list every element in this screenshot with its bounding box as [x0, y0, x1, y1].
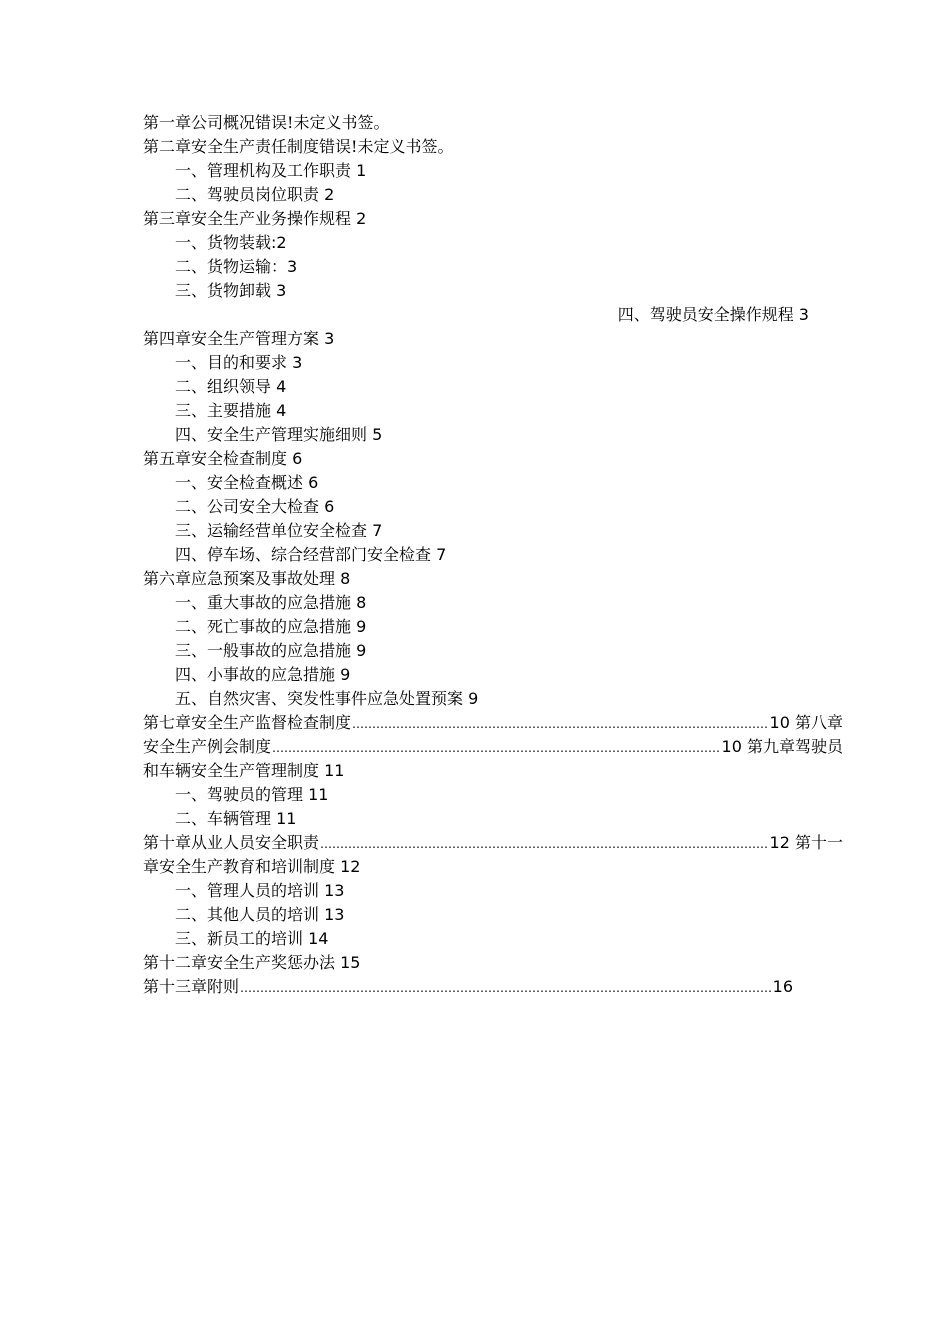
toc-entry-ch3[interactable]: 第三章安全生产业务操作规程 2 — [143, 209, 367, 228]
toc-entry-ch6-s3[interactable]: 三、一般事故的应急措施 9 — [175, 641, 367, 660]
toc-entry-ch6-s4[interactable]: 四、小事故的应急措施 9 — [175, 665, 351, 684]
table-of-contents — [143, 111, 843, 999]
dot-leader — [352, 712, 769, 735]
toc-entry-tail: 12 第十一 — [769, 833, 843, 852]
toc-entry-ch4-s1[interactable]: 一、目的和要求 3 — [175, 353, 303, 372]
toc-entry-ch9-s2[interactable]: 二、车辆管理 11 — [175, 809, 297, 828]
toc-entry-ch2[interactable] — [143, 135, 843, 159]
toc-entry-ch5-s4[interactable]: 四、停车场、综合经营部门安全检查 7 — [175, 545, 447, 564]
toc-entry-title: 第十章从业人员安全职责 — [143, 833, 320, 852]
dot-leader — [320, 832, 769, 855]
toc-entry-ch9-s1[interactable]: 一、驾驶员的管理 11 — [175, 785, 329, 804]
toc-entry-ch5[interactable]: 第五章安全检查制度 6 — [143, 449, 303, 468]
toc-error-text: 错误!未定义书签。 — [319, 137, 454, 156]
toc-entry-ch13[interactable] — [143, 975, 793, 999]
toc-entry-title: 第一章公司概况 — [143, 113, 256, 132]
toc-entry-ch4-s3[interactable]: 三、主要措施 4 — [175, 401, 287, 420]
toc-entry-title: 第二章安全生产责任制度 — [143, 137, 320, 156]
toc-entry-ch4-s2[interactable]: 二、组织领导 4 — [175, 377, 287, 396]
toc-entry-ch9[interactable]: 和车辆安全生产管理制度 11 — [143, 761, 345, 780]
toc-entry-ch5-s2[interactable]: 二、公司安全大检查 6 — [175, 497, 335, 516]
toc-entry-ch6-s5[interactable]: 五、自然灾害、突发性事件应急处置预案 9 — [175, 689, 479, 708]
toc-entry-ch3-s3[interactable]: 三、货物卸载 3 — [175, 281, 287, 300]
toc-entry-ch11-s2[interactable]: 二、其他人员的培训 13 — [175, 905, 345, 924]
toc-entry-ch2-s2[interactable]: 二、驾驶员岗位职责 2 — [175, 185, 335, 204]
toc-entry-ch4-s4[interactable]: 四、安全生产管理实施细则 5 — [175, 425, 383, 444]
toc-entry-ch10[interactable] — [143, 831, 843, 855]
toc-entry-ch3-s2[interactable]: 二、货物运输：3 — [175, 257, 298, 276]
toc-entry-ch5-s1[interactable]: 一、安全检查概述 6 — [175, 473, 319, 492]
toc-entry-ch12[interactable]: 第十二章安全生产奖惩办法 15 — [143, 953, 361, 972]
toc-entry-tail: 10 第八章 — [769, 713, 843, 732]
toc-entry-title: 第十三章附则 — [143, 977, 240, 996]
toc-entry-ch11[interactable]: 章安全生产教育和培训制度 12 — [143, 857, 361, 876]
dot-leader — [272, 736, 721, 759]
toc-entry-ch5-s3[interactable]: 三、运输经营单位安全检查 7 — [175, 521, 383, 540]
toc-entry-ch2-s1[interactable]: 一、管理机构及工作职责 1 — [175, 161, 367, 180]
toc-entry-ch6-s2[interactable]: 二、死亡事故的应急措施 9 — [175, 617, 367, 636]
toc-entry-title: 安全生产例会制度 — [143, 737, 272, 756]
toc-entry-ch6-s1[interactable]: 一、重大事故的应急措施 8 — [175, 593, 367, 612]
toc-entry-tail: 16 — [772, 977, 793, 996]
toc-entry-ch7[interactable] — [143, 711, 843, 735]
toc-entry-ch4[interactable]: 第四章安全生产管理方案 3 — [143, 329, 335, 348]
toc-entry-ch11-s1[interactable]: 一、管理人员的培训 13 — [175, 881, 345, 900]
toc-entry-ch3-s1[interactable]: 一、货物装载:2 — [175, 233, 287, 252]
toc-error-text: 错误!未定义书签。 — [255, 113, 390, 132]
toc-entry-ch11-s3[interactable]: 三、新员工的培训 14 — [175, 929, 329, 948]
toc-entry-tail: 10 第九章驾驶员 — [721, 737, 843, 756]
toc-entry-ch1[interactable] — [143, 111, 843, 135]
toc-entry-title: 第七章安全生产监督检查制度 — [143, 713, 352, 732]
dot-leader — [240, 976, 772, 999]
toc-entry-ch6[interactable]: 第六章应急预案及事故处理 8 — [143, 569, 351, 588]
toc-entry-ch8[interactable] — [143, 735, 843, 759]
toc-entry-ch3-s4[interactable]: 四、驾驶员安全操作规程 3 — [617, 305, 809, 324]
